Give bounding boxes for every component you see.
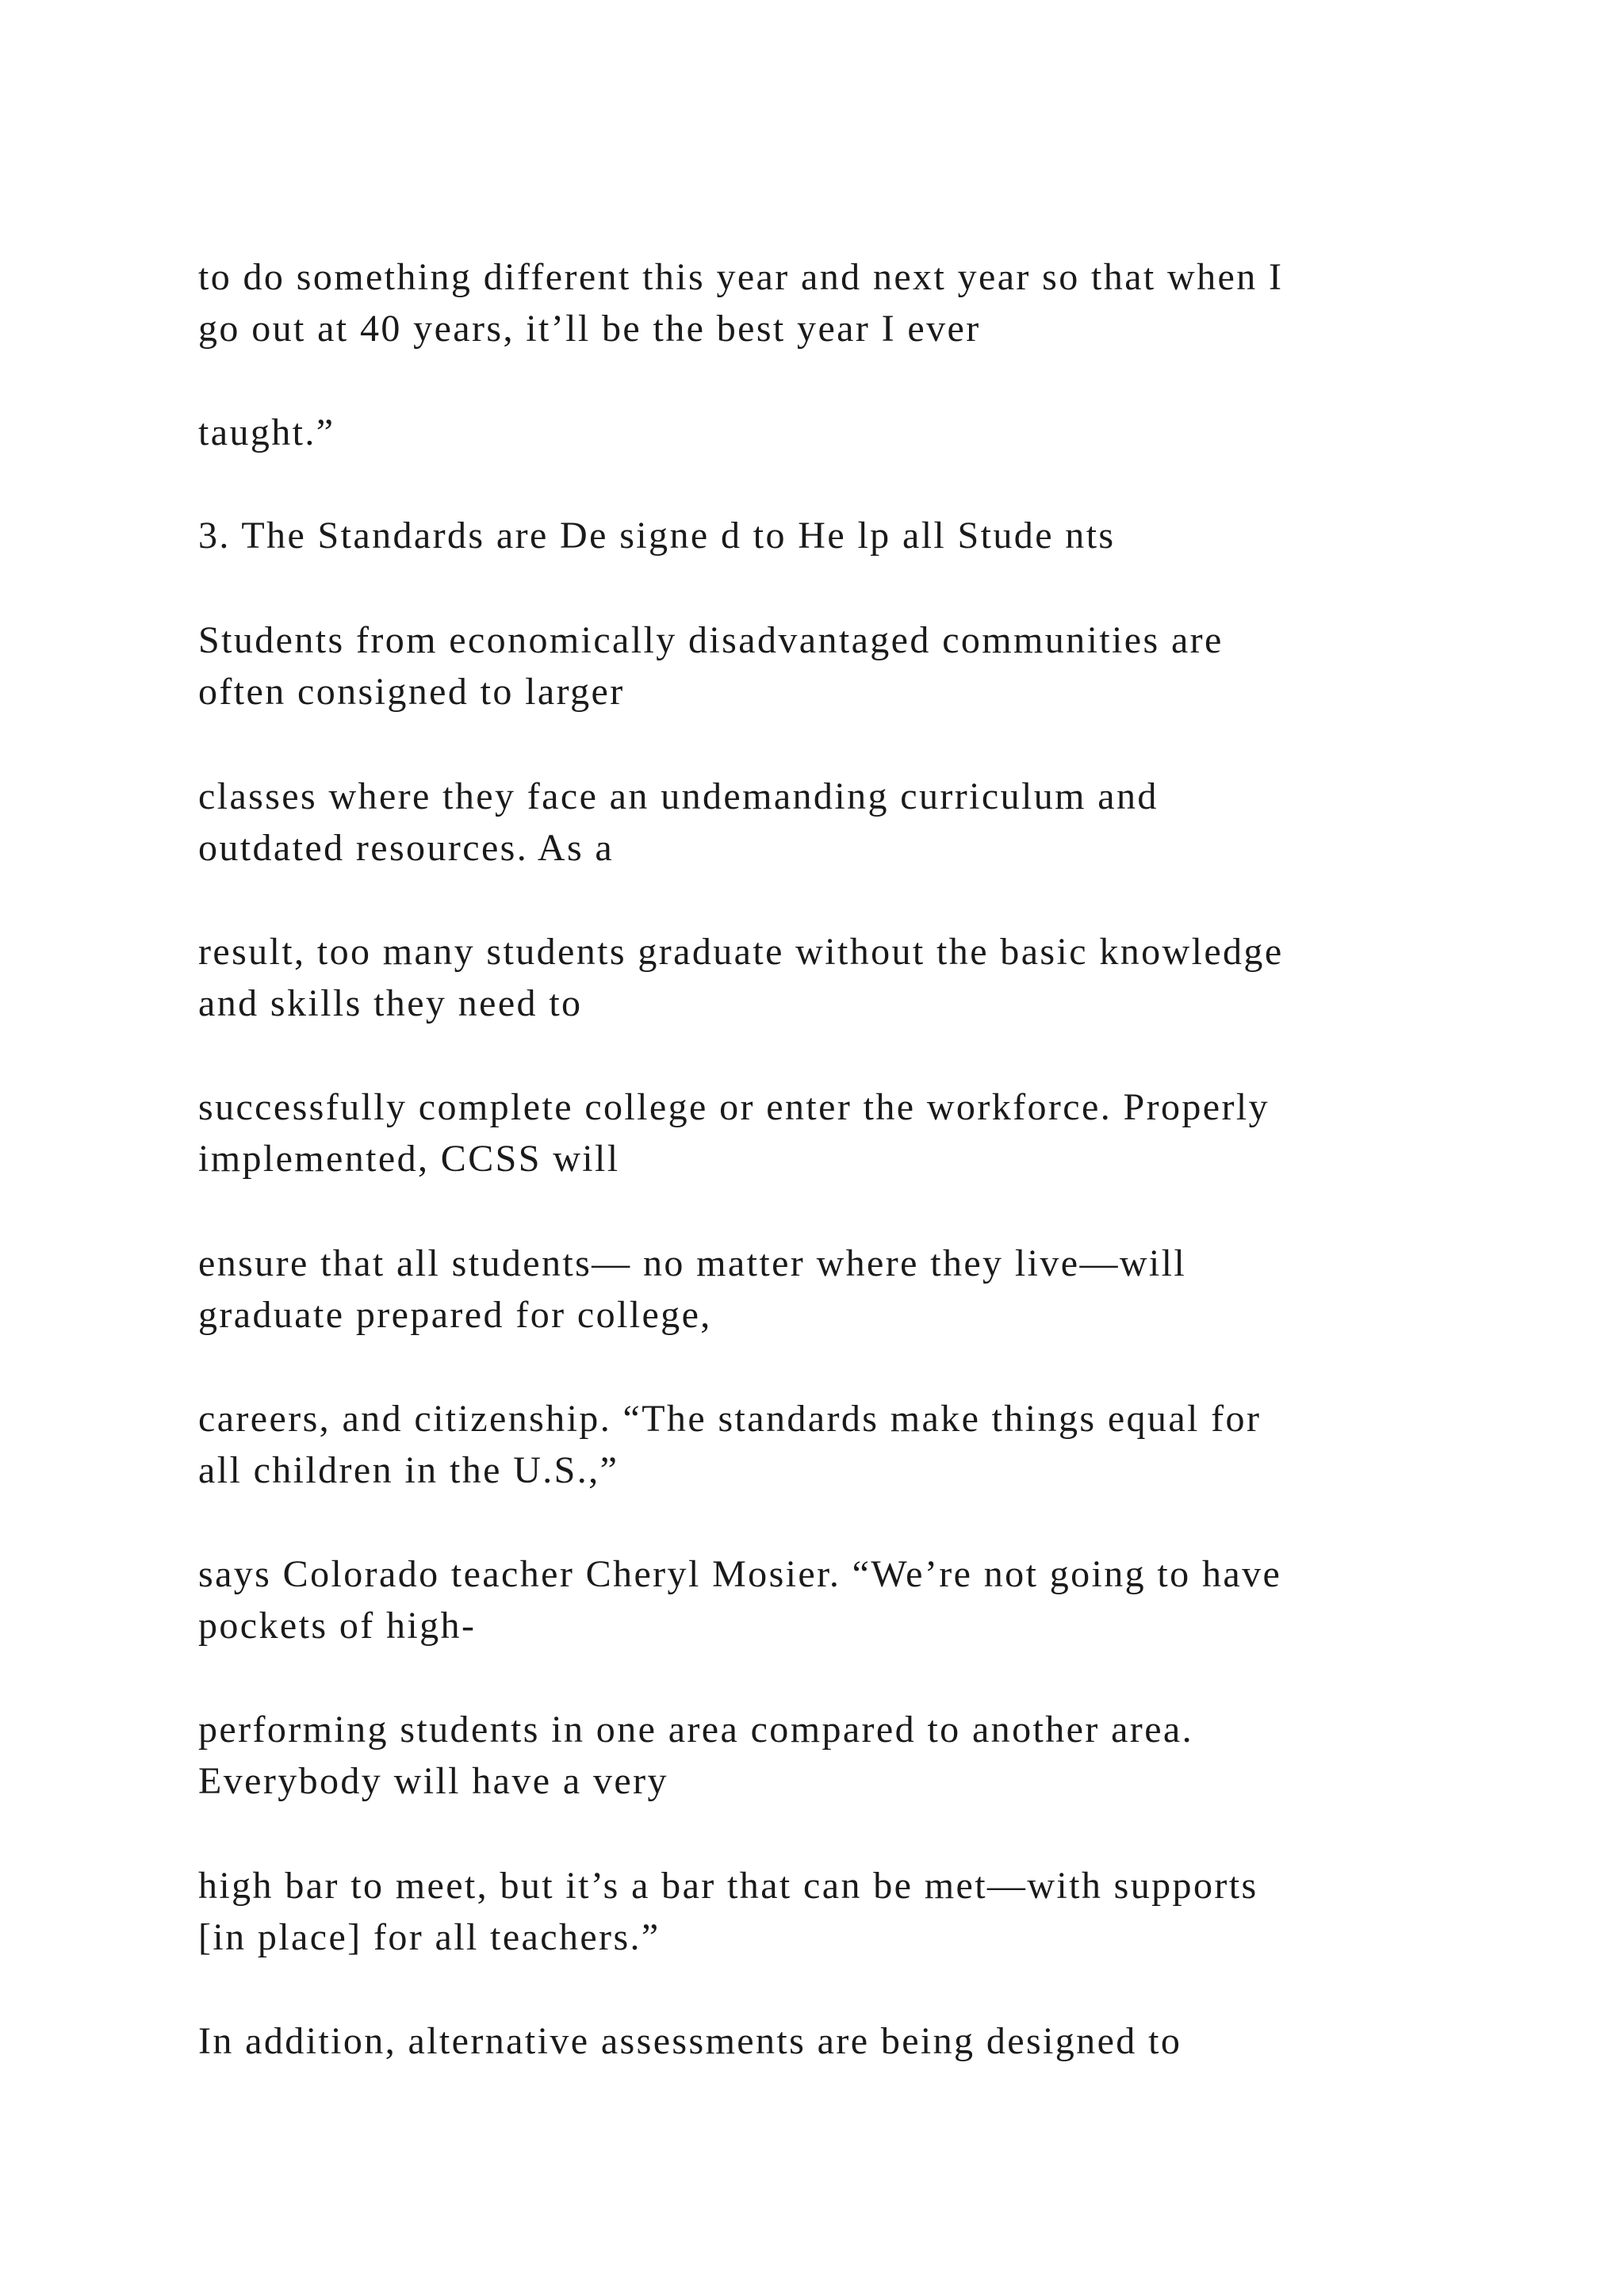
text-line: successfully complete college or enter the workforce. Properly xyxy=(198,1086,1270,1128)
paragraph-11 xyxy=(198,1704,1499,1807)
paragraph-1 xyxy=(198,251,1499,354)
paragraph-4 xyxy=(198,614,1499,718)
paragraph-6 xyxy=(198,926,1499,1029)
text-line: classes where they face an undemanding curriculum and xyxy=(198,775,1159,817)
paragraph-13 xyxy=(198,2015,1499,2067)
paragraph-10 xyxy=(198,1548,1499,1651)
text-line: performing students in one area compared to another area. xyxy=(198,1709,1194,1751)
text-line: 3. The Standards are De signe d to He lp all Stude nts xyxy=(198,515,1116,557)
paragraph-2 xyxy=(198,407,1499,458)
text-line: result, too many students graduate without the basic knowledge xyxy=(198,931,1284,973)
text-line: [in place] for all teachers.” xyxy=(198,1916,661,1958)
text-line: Students from economically disadvantaged communities are xyxy=(198,619,1224,661)
paragraph-7 xyxy=(198,1081,1499,1184)
text-line: and skills they need to xyxy=(198,982,583,1024)
paragraph-8 xyxy=(198,1238,1499,1341)
text-line: high bar to meet, but it’s a bar that can be met—with supports xyxy=(198,1865,1258,1907)
text-line: go out at 40 years, it’ll be the best year I ever xyxy=(198,308,981,350)
paragraph-12 xyxy=(198,1860,1499,1963)
text-line: implemented, CCSS will xyxy=(198,1138,620,1180)
text-line: In addition, alternative assessments are being designed to xyxy=(198,2020,1182,2062)
text-line: Everybody will have a very xyxy=(198,1760,668,1802)
text-line: outdated resources. As a xyxy=(198,827,615,869)
text-line: to do something different this year and next year so that when I xyxy=(198,256,1284,298)
text-line: graduate prepared for college, xyxy=(198,1294,712,1336)
section-heading xyxy=(198,510,1499,561)
text-line: ensure that all students— no matter where they live—will xyxy=(198,1242,1187,1284)
paragraph-9 xyxy=(198,1393,1499,1496)
text-line: all children in the U.S.,” xyxy=(198,1449,619,1491)
text-line: pockets of high- xyxy=(198,1605,477,1647)
text-line: often consigned to larger xyxy=(198,671,625,713)
paragraph-5 xyxy=(198,771,1499,874)
text-line: taught.” xyxy=(198,411,335,453)
text-line: careers, and citizenship. “The standards make things equal for xyxy=(198,1398,1262,1440)
text-line: says Colorado teacher Cheryl Mosier. “We’re not going to have xyxy=(198,1553,1282,1595)
